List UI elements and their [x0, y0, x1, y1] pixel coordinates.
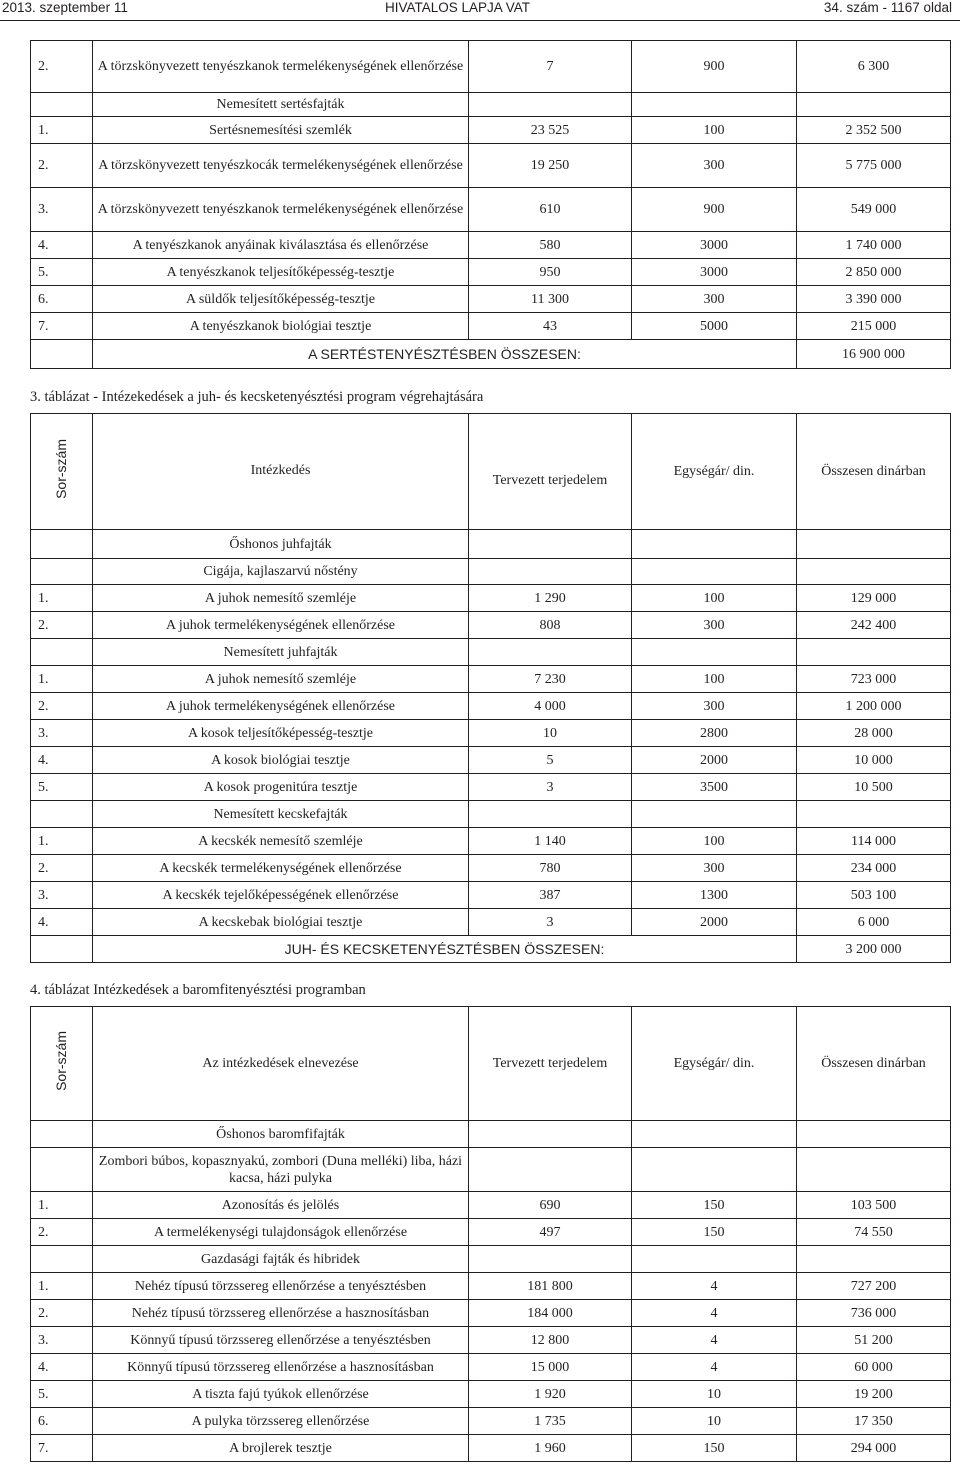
planned-scope: 780	[469, 855, 632, 882]
row-number: 7.	[31, 1435, 93, 1462]
row-number: 1.	[31, 117, 93, 144]
empty-cell	[469, 1121, 632, 1148]
row-number-empty	[31, 93, 93, 117]
empty-cell	[632, 559, 797, 585]
measure-name: A kecskebak biológiai tesztje	[93, 909, 469, 936]
table3-header-row	[31, 414, 951, 530]
row-number: 2.	[31, 855, 93, 882]
unit-price: 100	[632, 585, 797, 612]
measure-name: A tenyészkanok biológiai tesztje	[93, 313, 469, 340]
row-number: 4.	[31, 909, 93, 936]
empty-cell	[797, 559, 951, 585]
empty-cell	[632, 93, 797, 117]
grand-total-row	[31, 936, 951, 963]
unit-price: 150	[632, 1192, 797, 1219]
table-row	[31, 232, 951, 259]
table-row	[31, 1327, 951, 1354]
row-number: 5.	[31, 774, 93, 801]
measure-name: A kecskék tejelőképességének ellenőrzése	[93, 882, 469, 909]
row-number: 4.	[31, 232, 93, 259]
planned-scope: 184 000	[469, 1300, 632, 1327]
table3-header-no: Sor-szám	[53, 439, 69, 499]
planned-scope: 181 800	[469, 1273, 632, 1300]
table3-header-unit: Egységár/ din.	[632, 414, 797, 530]
measure-name: A pulyka törzssereg ellenőrzése	[93, 1408, 469, 1435]
total-value: 129 000	[797, 585, 951, 612]
unit-price: 4	[632, 1300, 797, 1327]
section-row	[31, 93, 951, 117]
row-number-empty	[31, 1246, 93, 1273]
measure-name: Sertésnemesítési szemlék	[93, 117, 469, 144]
section-row	[31, 1246, 951, 1273]
grand-total-label: JUH- ÉS KECSKETENYÉSZTÉSBEN ÖSSZESEN:	[93, 936, 797, 963]
section-row	[31, 530, 951, 559]
total-value: 503 100	[797, 882, 951, 909]
section-title: Nemesített sertésfajták	[93, 93, 469, 117]
planned-scope: 15 000	[469, 1354, 632, 1381]
total-value: 2 850 000	[797, 259, 951, 286]
total-value: 3 390 000	[797, 286, 951, 313]
unit-price: 100	[632, 117, 797, 144]
table-row	[31, 585, 951, 612]
header-page: 34. szám - 1167 oldal	[823, 0, 952, 15]
unit-price: 300	[632, 144, 797, 188]
planned-scope: 10	[469, 720, 632, 747]
row-number-empty	[31, 1148, 93, 1192]
table-row	[31, 1381, 951, 1408]
table4-header-unit: Egységár/ din.	[632, 1007, 797, 1121]
measure-name: Azonosítás és jelölés	[93, 1192, 469, 1219]
measure-name: A kosok progenitúra tesztje	[93, 774, 469, 801]
empty-cell	[797, 530, 951, 559]
planned-scope: 11 300	[469, 286, 632, 313]
empty-cell	[632, 530, 797, 559]
table-row	[31, 774, 951, 801]
measure-name: A kosok teljesítőképesség-tesztje	[93, 720, 469, 747]
planned-scope: 12 800	[469, 1327, 632, 1354]
total-value: 5 775 000	[797, 144, 951, 188]
table3-header-name: Intézkedés	[93, 414, 469, 530]
row-number-empty	[31, 936, 93, 963]
table-row	[31, 188, 951, 232]
empty-cell	[632, 639, 797, 666]
section-title: Őshonos juhfajták	[93, 530, 469, 559]
unit-price: 100	[632, 828, 797, 855]
total-value: 6 300	[797, 41, 951, 93]
table-row	[31, 1354, 951, 1381]
empty-cell	[797, 801, 951, 828]
row-number: 2.	[31, 693, 93, 720]
planned-scope: 43	[469, 313, 632, 340]
unit-price: 900	[632, 188, 797, 232]
table-row	[31, 144, 951, 188]
planned-scope: 7	[469, 41, 632, 93]
table-row	[31, 1435, 951, 1462]
row-number: 2.	[31, 41, 93, 93]
planned-scope: 1 735	[469, 1408, 632, 1435]
total-value: 19 200	[797, 1381, 951, 1408]
row-number: 6.	[31, 286, 93, 313]
table4-header-name: Az intézkedések elnevezése	[93, 1007, 469, 1121]
planned-scope: 1 920	[469, 1381, 632, 1408]
row-number: 3.	[31, 1327, 93, 1354]
measure-name: Könnyű típusú törzssereg ellenőrzése a hasznosításban	[93, 1354, 469, 1381]
measure-name: Nehéz típusú törzssereg ellenőrzése a tenyésztésben	[93, 1273, 469, 1300]
total-value: 549 000	[797, 188, 951, 232]
unit-price: 1300	[632, 882, 797, 909]
planned-scope: 4 000	[469, 693, 632, 720]
total-value: 10 000	[797, 747, 951, 774]
total-value: 1 200 000	[797, 693, 951, 720]
unit-price: 10	[632, 1408, 797, 1435]
row-number: 1.	[31, 666, 93, 693]
section-row	[31, 1148, 951, 1192]
row-number-empty	[31, 559, 93, 585]
table-row	[31, 666, 951, 693]
empty-cell	[469, 93, 632, 117]
empty-cell	[469, 1148, 632, 1192]
table-row	[31, 612, 951, 639]
table-row	[31, 117, 951, 144]
measure-name: A kecskék nemesítő szemléje	[93, 828, 469, 855]
section-title: Gazdasági fajták és hibridek	[93, 1246, 469, 1273]
total-value: 736 000	[797, 1300, 951, 1327]
unit-price: 300	[632, 286, 797, 313]
row-number-empty	[31, 801, 93, 828]
measure-name: A kecskék termelékenységének ellenőrzése	[93, 855, 469, 882]
table3-header-total: Összesen dinárban	[797, 414, 951, 530]
row-number: 3.	[31, 720, 93, 747]
measure-name: A juhok nemesítő szemléje	[93, 585, 469, 612]
total-value: 114 000	[797, 828, 951, 855]
measure-name: A tiszta fajú tyúkok ellenőrzése	[93, 1381, 469, 1408]
section-row	[31, 801, 951, 828]
planned-scope: 3	[469, 909, 632, 936]
row-number: 5.	[31, 259, 93, 286]
row-number: 1.	[31, 1192, 93, 1219]
table-row	[31, 855, 951, 882]
empty-cell	[469, 639, 632, 666]
row-number: 2.	[31, 612, 93, 639]
total-value: 17 350	[797, 1408, 951, 1435]
grand-total-value: 16 900 000	[797, 340, 951, 369]
planned-scope: 23 525	[469, 117, 632, 144]
table4-caption: 4. táblázat Intézkedések a baromfitenyésztési programban	[30, 982, 366, 998]
measure-name: Nehéz típusú törzssereg ellenőrzése a hasznosításban	[93, 1300, 469, 1327]
total-value: 60 000	[797, 1354, 951, 1381]
unit-price: 900	[632, 41, 797, 93]
total-value: 294 000	[797, 1435, 951, 1462]
measure-name: A törzskönyvezett tenyészkanok termelékenységének ellenőrzése	[93, 188, 469, 232]
unit-price: 4	[632, 1354, 797, 1381]
planned-scope: 580	[469, 232, 632, 259]
table-row	[31, 828, 951, 855]
row-number: 4.	[31, 1354, 93, 1381]
planned-scope: 5	[469, 747, 632, 774]
grand-total-row	[31, 340, 951, 369]
planned-scope: 1 290	[469, 585, 632, 612]
row-number: 1.	[31, 1273, 93, 1300]
planned-scope: 387	[469, 882, 632, 909]
planned-scope: 19 250	[469, 144, 632, 188]
row-number: 5.	[31, 1381, 93, 1408]
unit-price: 150	[632, 1435, 797, 1462]
row-number: 7.	[31, 313, 93, 340]
planned-scope: 1 140	[469, 828, 632, 855]
total-value: 103 500	[797, 1192, 951, 1219]
measure-name: A süldők teljesítőképesség-tesztje	[93, 286, 469, 313]
row-number: 3.	[31, 882, 93, 909]
table-row	[31, 882, 951, 909]
table-row	[31, 1192, 951, 1219]
pig-breeding-table-body	[31, 41, 951, 369]
unit-price: 4	[632, 1327, 797, 1354]
row-number: 2.	[31, 1219, 93, 1246]
row-number: 2.	[31, 144, 93, 188]
measure-name: A juhok nemesítő szemléje	[93, 666, 469, 693]
table4-header-no: Sor-szám	[53, 1031, 69, 1091]
row-number: 3.	[31, 188, 93, 232]
table-row	[31, 286, 951, 313]
table4-header-scope: Tervezett terjedelem	[469, 1007, 632, 1121]
total-value: 10 500	[797, 774, 951, 801]
section-row	[31, 639, 951, 666]
unit-price: 4	[632, 1273, 797, 1300]
row-number: 6.	[31, 1408, 93, 1435]
measure-name: Könnyű típusú törzssereg ellenőrzése a tenyésztésben	[93, 1327, 469, 1354]
table-row	[31, 1300, 951, 1327]
unit-price: 300	[632, 612, 797, 639]
row-number: 4.	[31, 747, 93, 774]
empty-cell	[632, 1121, 797, 1148]
table-row	[31, 313, 951, 340]
poultry-table	[30, 1006, 951, 1462]
empty-cell	[797, 1121, 951, 1148]
table4-header-total: Összesen dinárban	[797, 1007, 951, 1121]
unit-price: 2000	[632, 909, 797, 936]
total-value: 6 000	[797, 909, 951, 936]
row-number-empty	[31, 530, 93, 559]
table-row	[31, 747, 951, 774]
unit-price: 300	[632, 693, 797, 720]
planned-scope: 950	[469, 259, 632, 286]
unit-price: 2000	[632, 747, 797, 774]
row-number-empty	[31, 1121, 93, 1148]
unit-price: 2800	[632, 720, 797, 747]
grand-total-label: A SERTÉSTENYÉSZTÉSBEN ÖSSZESEN:	[93, 340, 797, 369]
total-value: 242 400	[797, 612, 951, 639]
table-row	[31, 1273, 951, 1300]
unit-price: 3000	[632, 232, 797, 259]
unit-price: 100	[632, 666, 797, 693]
measure-name: A termelékenységi tulajdonságok ellenőrzése	[93, 1219, 469, 1246]
empty-cell	[632, 1148, 797, 1192]
empty-cell	[797, 639, 951, 666]
empty-cell	[797, 93, 951, 117]
unit-price: 3000	[632, 259, 797, 286]
measure-name: A juhok termelékenységének ellenőrzése	[93, 693, 469, 720]
empty-cell	[469, 1246, 632, 1273]
measure-name: A juhok termelékenységének ellenőrzése	[93, 612, 469, 639]
section-title: Zombori búbos, kopasznyakú, zombori (Duna melléki) liba, házi kacsa, házi pulyka	[93, 1148, 469, 1192]
measure-name: A tenyészkanok teljesítőképesség-tesztje	[93, 259, 469, 286]
header-date: 2013. szeptember 11	[2, 0, 128, 15]
row-number-empty	[31, 340, 93, 369]
total-value: 234 000	[797, 855, 951, 882]
sheep-goat-table	[30, 413, 951, 963]
table3-header-scope: Tervezett terjedelem	[469, 414, 632, 530]
table-row	[31, 720, 951, 747]
section-row	[31, 559, 951, 585]
empty-cell	[469, 530, 632, 559]
table3-caption: 3. táblázat - Intézekedések a juh- és kecsketenyésztési program végrehajtására	[30, 389, 484, 405]
table4-header-row	[31, 1007, 951, 1121]
row-number: 2.	[31, 1300, 93, 1327]
total-value: 727 200	[797, 1273, 951, 1300]
row-number: 1.	[31, 585, 93, 612]
page-header	[0, 0, 960, 21]
section-title: Őshonos baromfifajták	[93, 1121, 469, 1148]
planned-scope: 1 960	[469, 1435, 632, 1462]
total-value: 1 740 000	[797, 232, 951, 259]
table-row	[31, 259, 951, 286]
sheep-goat-table-body	[31, 530, 951, 963]
empty-cell	[632, 1246, 797, 1273]
unit-price: 5000	[632, 313, 797, 340]
measure-name: A tenyészkanok anyáinak kiválasztása és ellenőrzése	[93, 232, 469, 259]
planned-scope: 808	[469, 612, 632, 639]
total-value: 215 000	[797, 313, 951, 340]
table-row	[31, 1408, 951, 1435]
planned-scope: 690	[469, 1192, 632, 1219]
grand-total-value: 3 200 000	[797, 936, 951, 963]
table-row	[31, 909, 951, 936]
section-row	[31, 1121, 951, 1148]
measure-name: A törzskönyvezett tenyészkocák termelékenységének ellenőrzése	[93, 144, 469, 188]
poultry-table-body	[31, 1121, 951, 1462]
planned-scope: 7 230	[469, 666, 632, 693]
row-number-empty	[31, 639, 93, 666]
measure-name: A kosok biológiai tesztje	[93, 747, 469, 774]
row-number: 1.	[31, 828, 93, 855]
empty-cell	[797, 1246, 951, 1273]
section-title: Nemesített kecskefajták	[93, 801, 469, 828]
table-row	[31, 1219, 951, 1246]
section-title: Nemesített juhfajták	[93, 639, 469, 666]
planned-scope: 610	[469, 188, 632, 232]
measure-name: A törzskönyvezett tenyészkanok termelékenységének ellenőrzése	[93, 41, 469, 93]
total-value: 28 000	[797, 720, 951, 747]
total-value: 723 000	[797, 666, 951, 693]
unit-price: 3500	[632, 774, 797, 801]
total-value: 2 352 500	[797, 117, 951, 144]
planned-scope: 3	[469, 774, 632, 801]
table-row	[31, 41, 951, 93]
planned-scope: 497	[469, 1219, 632, 1246]
section-title: Cigája, kajlaszarvú nőstény	[93, 559, 469, 585]
total-value: 51 200	[797, 1327, 951, 1354]
empty-cell	[469, 559, 632, 585]
empty-cell	[797, 1148, 951, 1192]
empty-cell	[469, 801, 632, 828]
table-row	[31, 693, 951, 720]
unit-price: 10	[632, 1381, 797, 1408]
unit-price: 300	[632, 855, 797, 882]
measure-name: A brojlerek tesztje	[93, 1435, 469, 1462]
empty-cell	[632, 801, 797, 828]
total-value: 74 550	[797, 1219, 951, 1246]
unit-price: 150	[632, 1219, 797, 1246]
pig-breeding-table	[30, 40, 951, 369]
header-journal: HIVATALOS LAPJA VAT	[385, 0, 531, 15]
